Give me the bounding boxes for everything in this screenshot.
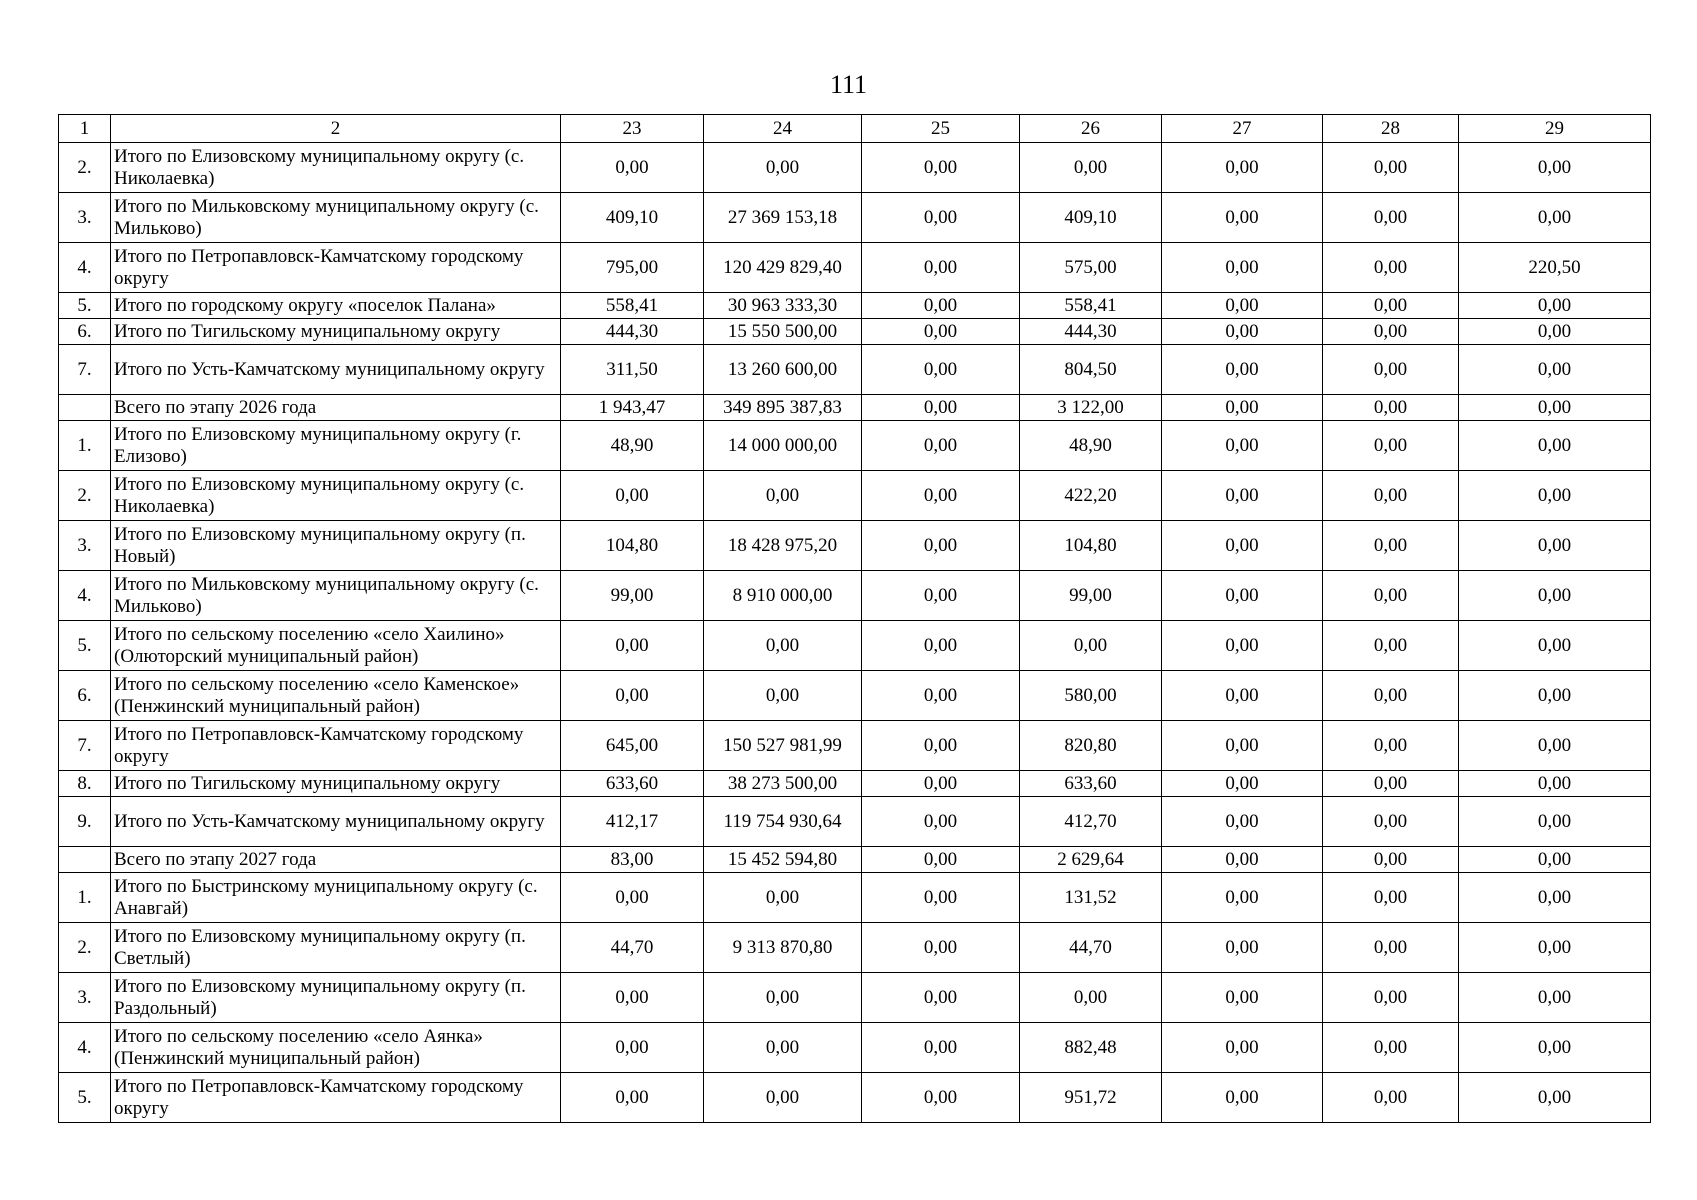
value-cell: 0,00: [1459, 1073, 1651, 1123]
value-cell: 558,41: [1020, 293, 1162, 319]
value-cell: 48,90: [1020, 421, 1162, 471]
value-cell: 27 369 153,18: [704, 193, 862, 243]
value-cell: 131,52: [1020, 873, 1162, 923]
value-cell: 0,00: [862, 521, 1020, 571]
row-number-cell: 3.: [59, 521, 111, 571]
row-number-cell: 4.: [59, 571, 111, 621]
value-cell: 0,00: [1162, 471, 1323, 521]
table-row: [59, 771, 1651, 797]
value-cell: 0,00: [1323, 395, 1459, 421]
row-number-cell: 6.: [59, 319, 111, 345]
row-name-cell: Итого по Елизовскому муниципальному округу (п. Новый): [111, 521, 561, 571]
data-table: [58, 114, 1651, 1123]
value-cell: 0,00: [1323, 923, 1459, 973]
row-name-cell: Всего по этапу 2026 года: [111, 395, 561, 421]
row-name-cell: Итого по Быстринскому муниципальному округу (с. Анавгай): [111, 873, 561, 923]
value-cell: 0,00: [1323, 847, 1459, 873]
value-cell: 104,80: [561, 521, 704, 571]
value-cell: 0,00: [1162, 847, 1323, 873]
table-row: [59, 923, 1651, 973]
row-number-cell: 7.: [59, 345, 111, 395]
column-header: 28: [1323, 115, 1459, 143]
value-cell: 0,00: [1323, 621, 1459, 671]
value-cell: 99,00: [561, 571, 704, 621]
value-cell: 99,00: [1020, 571, 1162, 621]
table-row: [59, 571, 1651, 621]
table-row: [59, 293, 1651, 319]
value-cell: 575,00: [1020, 243, 1162, 293]
value-cell: 2 629,64: [1020, 847, 1162, 873]
value-cell: 412,70: [1020, 797, 1162, 847]
column-header: 27: [1162, 115, 1323, 143]
value-cell: 0,00: [1323, 421, 1459, 471]
value-cell: 0,00: [561, 471, 704, 521]
row-number-cell: 3.: [59, 973, 111, 1023]
value-cell: 15 452 594,80: [704, 847, 862, 873]
value-cell: 0,00: [862, 319, 1020, 345]
row-number-cell: 5.: [59, 621, 111, 671]
row-number-cell: 4.: [59, 1023, 111, 1073]
row-name-cell: Итого по сельскому поселению «село Хаилино» (Олюторский муниципальный район): [111, 621, 561, 671]
value-cell: 0,00: [1459, 1023, 1651, 1073]
row-number-cell: 2.: [59, 143, 111, 193]
value-cell: 0,00: [1459, 471, 1651, 521]
value-cell: 0,00: [1459, 395, 1651, 421]
value-cell: 0,00: [1323, 771, 1459, 797]
value-cell: 0,00: [1323, 873, 1459, 923]
table-row: [59, 471, 1651, 521]
value-cell: 48,90: [561, 421, 704, 471]
value-cell: 119 754 930,64: [704, 797, 862, 847]
value-cell: 422,20: [1020, 471, 1162, 521]
value-cell: 0,00: [862, 671, 1020, 721]
value-cell: 0,00: [561, 621, 704, 671]
table-row: [59, 873, 1651, 923]
value-cell: 0,00: [1323, 973, 1459, 1023]
value-cell: 0,00: [862, 973, 1020, 1023]
value-cell: 15 550 500,00: [704, 319, 862, 345]
value-cell: 0,00: [1020, 143, 1162, 193]
table-row: [59, 621, 1651, 671]
value-cell: 0,00: [561, 973, 704, 1023]
row-name-cell: Итого по Тигильскому муниципальному округу: [111, 319, 561, 345]
row-name-cell: Итого по Тигильскому муниципальному округу: [111, 771, 561, 797]
value-cell: 0,00: [1459, 671, 1651, 721]
value-cell: 0,00: [1162, 621, 1323, 671]
value-cell: 0,00: [1162, 873, 1323, 923]
value-cell: 0,00: [862, 721, 1020, 771]
value-cell: 0,00: [1459, 193, 1651, 243]
row-name-cell: Итого по Мильковскому муниципальному округу (с. Мильково): [111, 571, 561, 621]
row-number-cell: 3.: [59, 193, 111, 243]
value-cell: 0,00: [1323, 293, 1459, 319]
table-row: [59, 797, 1651, 847]
value-cell: 0,00: [862, 421, 1020, 471]
table-row: [59, 143, 1651, 193]
table-row: [59, 243, 1651, 293]
value-cell: 0,00: [1323, 671, 1459, 721]
value-cell: 14 000 000,00: [704, 421, 862, 471]
value-cell: 0,00: [1459, 143, 1651, 193]
value-cell: 311,50: [561, 345, 704, 395]
value-cell: 0,00: [561, 1073, 704, 1123]
value-cell: 0,00: [1162, 671, 1323, 721]
value-cell: 0,00: [1162, 243, 1323, 293]
value-cell: 0,00: [1323, 319, 1459, 345]
value-cell: 804,50: [1020, 345, 1162, 395]
row-name-cell: Итого по сельскому поселению «село Каменское» (Пенжинский муниципальный район): [111, 671, 561, 721]
value-cell: 0,00: [862, 193, 1020, 243]
value-cell: 633,60: [1020, 771, 1162, 797]
value-cell: 0,00: [1323, 143, 1459, 193]
value-cell: 795,00: [561, 243, 704, 293]
value-cell: 1 943,47: [561, 395, 704, 421]
value-cell: 0,00: [1459, 571, 1651, 621]
row-name-cell: Итого по Елизовскому муниципальному округу (с. Николаевка): [111, 143, 561, 193]
table-row: [59, 395, 1651, 421]
value-cell: 0,00: [862, 873, 1020, 923]
value-cell: 0,00: [1459, 973, 1651, 1023]
value-cell: 645,00: [561, 721, 704, 771]
value-cell: 0,00: [1459, 319, 1651, 345]
value-cell: 0,00: [561, 873, 704, 923]
row-name-cell: Итого по Елизовскому муниципальному округу (с. Николаевка): [111, 471, 561, 521]
row-number-cell: 5.: [59, 1073, 111, 1123]
row-number-cell: [59, 847, 111, 873]
row-name-cell: Итого по Петропавловск-Камчатскому городскому округу: [111, 721, 561, 771]
value-cell: 0,00: [862, 571, 1020, 621]
value-cell: 444,30: [1020, 319, 1162, 345]
row-number-cell: 9.: [59, 797, 111, 847]
value-cell: 30 963 333,30: [704, 293, 862, 319]
row-number-cell: 8.: [59, 771, 111, 797]
row-name-cell: Итого по Елизовскому муниципальному округу (г. Елизово): [111, 421, 561, 471]
row-number-cell: 1.: [59, 421, 111, 471]
table-row: [59, 521, 1651, 571]
row-number-cell: [59, 395, 111, 421]
value-cell: 0,00: [1162, 395, 1323, 421]
value-cell: 0,00: [1162, 421, 1323, 471]
table-row: [59, 973, 1651, 1023]
table-row: [59, 319, 1651, 345]
value-cell: 0,00: [862, 293, 1020, 319]
value-cell: 0,00: [862, 771, 1020, 797]
value-cell: 0,00: [704, 621, 862, 671]
value-cell: 820,80: [1020, 721, 1162, 771]
value-cell: 0,00: [1323, 571, 1459, 621]
column-header: 25: [862, 115, 1020, 143]
value-cell: 8 910 000,00: [704, 571, 862, 621]
value-cell: 0,00: [1162, 319, 1323, 345]
value-cell: 0,00: [1162, 797, 1323, 847]
row-name-cell: Итого по Елизовскому муниципальному округу (п. Светлый): [111, 923, 561, 973]
value-cell: 83,00: [561, 847, 704, 873]
value-cell: 44,70: [1020, 923, 1162, 973]
value-cell: 0,00: [1459, 873, 1651, 923]
header-row: [59, 115, 1651, 143]
value-cell: 0,00: [1459, 293, 1651, 319]
value-cell: 444,30: [561, 319, 704, 345]
value-cell: 0,00: [1323, 345, 1459, 395]
value-cell: 0,00: [1323, 797, 1459, 847]
value-cell: 0,00: [1459, 797, 1651, 847]
value-cell: 951,72: [1020, 1073, 1162, 1123]
value-cell: 0,00: [1459, 421, 1651, 471]
value-cell: 0,00: [862, 243, 1020, 293]
table-row: [59, 671, 1651, 721]
value-cell: 0,00: [561, 143, 704, 193]
value-cell: 409,10: [1020, 193, 1162, 243]
value-cell: 409,10: [561, 193, 704, 243]
value-cell: 150 527 981,99: [704, 721, 862, 771]
table-row: [59, 1073, 1651, 1123]
row-number-cell: 7.: [59, 721, 111, 771]
row-name-cell: Итого по городскому округу «поселок Палана»: [111, 293, 561, 319]
value-cell: 0,00: [561, 671, 704, 721]
value-cell: 0,00: [1459, 771, 1651, 797]
value-cell: 349 895 387,83: [704, 395, 862, 421]
column-header: 24: [704, 115, 862, 143]
row-name-cell: Итого по Усть-Камчатскому муниципальному округу: [111, 345, 561, 395]
row-name-cell: Всего по этапу 2027 года: [111, 847, 561, 873]
value-cell: 0,00: [862, 395, 1020, 421]
value-cell: 0,00: [1459, 721, 1651, 771]
value-cell: 0,00: [704, 671, 862, 721]
table-body: [59, 143, 1651, 1123]
table-row: [59, 193, 1651, 243]
value-cell: 0,00: [1162, 923, 1323, 973]
column-header: 2: [111, 115, 561, 143]
value-cell: 0,00: [1162, 1073, 1323, 1123]
value-cell: 0,00: [1162, 973, 1323, 1023]
row-name-cell: Итого по Петропавловск-Камчатскому городскому округу: [111, 1073, 561, 1123]
column-header: 29: [1459, 115, 1651, 143]
value-cell: 0,00: [1323, 721, 1459, 771]
value-cell: 0,00: [1162, 193, 1323, 243]
page-number: 111: [829, 70, 868, 99]
value-cell: 0,00: [704, 973, 862, 1023]
value-cell: 0,00: [1323, 521, 1459, 571]
value-cell: 0,00: [1162, 771, 1323, 797]
value-cell: 120 429 829,40: [704, 243, 862, 293]
value-cell: 0,00: [1162, 293, 1323, 319]
value-cell: 580,00: [1020, 671, 1162, 721]
row-number-cell: 5.: [59, 293, 111, 319]
value-cell: 0,00: [704, 1073, 862, 1123]
table-row: [59, 847, 1651, 873]
value-cell: 0,00: [862, 143, 1020, 193]
value-cell: 0,00: [1162, 721, 1323, 771]
value-cell: 0,00: [1162, 521, 1323, 571]
column-header: 1: [59, 115, 111, 143]
table-row: [59, 345, 1651, 395]
value-cell: 0,00: [862, 471, 1020, 521]
row-number-cell: 2.: [59, 923, 111, 973]
value-cell: 13 260 600,00: [704, 345, 862, 395]
value-cell: 0,00: [561, 1023, 704, 1073]
value-cell: 0,00: [1459, 923, 1651, 973]
value-cell: 0,00: [1323, 193, 1459, 243]
value-cell: 0,00: [1459, 621, 1651, 671]
value-cell: 412,17: [561, 797, 704, 847]
value-cell: 0,00: [1323, 471, 1459, 521]
value-cell: 0,00: [704, 143, 862, 193]
value-cell: 0,00: [1323, 1023, 1459, 1073]
value-cell: 633,60: [561, 771, 704, 797]
value-cell: 44,70: [561, 923, 704, 973]
row-number-cell: 1.: [59, 873, 111, 923]
row-number-cell: 4.: [59, 243, 111, 293]
value-cell: 18 428 975,20: [704, 521, 862, 571]
table-row: [59, 421, 1651, 471]
column-header: 26: [1020, 115, 1162, 143]
value-cell: 0,00: [1020, 973, 1162, 1023]
value-cell: 0,00: [1162, 143, 1323, 193]
value-cell: 0,00: [704, 471, 862, 521]
value-cell: 0,00: [704, 873, 862, 923]
value-cell: 0,00: [1020, 621, 1162, 671]
table-row: [59, 721, 1651, 771]
row-name-cell: Итого по Мильковскому муниципальному округу (с. Мильково): [111, 193, 561, 243]
value-cell: 882,48: [1020, 1023, 1162, 1073]
value-cell: 0,00: [862, 1073, 1020, 1123]
value-cell: 0,00: [1459, 521, 1651, 571]
value-cell: 0,00: [1323, 1073, 1459, 1123]
table-row: [59, 1023, 1651, 1073]
row-name-cell: Итого по Елизовскому муниципальному округу (п. Раздольный): [111, 973, 561, 1023]
value-cell: 9 313 870,80: [704, 923, 862, 973]
value-cell: 0,00: [862, 345, 1020, 395]
value-cell: 0,00: [862, 847, 1020, 873]
value-cell: 104,80: [1020, 521, 1162, 571]
row-number-cell: 6.: [59, 671, 111, 721]
value-cell: 0,00: [1162, 1023, 1323, 1073]
value-cell: 0,00: [704, 1023, 862, 1073]
value-cell: 220,50: [1459, 243, 1651, 293]
value-cell: 0,00: [862, 797, 1020, 847]
value-cell: 0,00: [1459, 345, 1651, 395]
row-name-cell: Итого по Усть-Камчатскому муниципальному округу: [111, 797, 561, 847]
value-cell: 38 273 500,00: [704, 771, 862, 797]
value-cell: 0,00: [1162, 345, 1323, 395]
value-cell: 0,00: [862, 1023, 1020, 1073]
row-name-cell: Итого по сельскому поселению «село Аянка» (Пенжинский муниципальный район): [111, 1023, 561, 1073]
column-header: 23: [561, 115, 704, 143]
row-name-cell: Итого по Петропавловск-Камчатскому городскому округу: [111, 243, 561, 293]
value-cell: 0,00: [1162, 571, 1323, 621]
value-cell: 0,00: [862, 923, 1020, 973]
value-cell: 0,00: [1459, 847, 1651, 873]
value-cell: 3 122,00: [1020, 395, 1162, 421]
row-number-cell: 2.: [59, 471, 111, 521]
value-cell: 558,41: [561, 293, 704, 319]
value-cell: 0,00: [862, 621, 1020, 671]
value-cell: 0,00: [1323, 243, 1459, 293]
